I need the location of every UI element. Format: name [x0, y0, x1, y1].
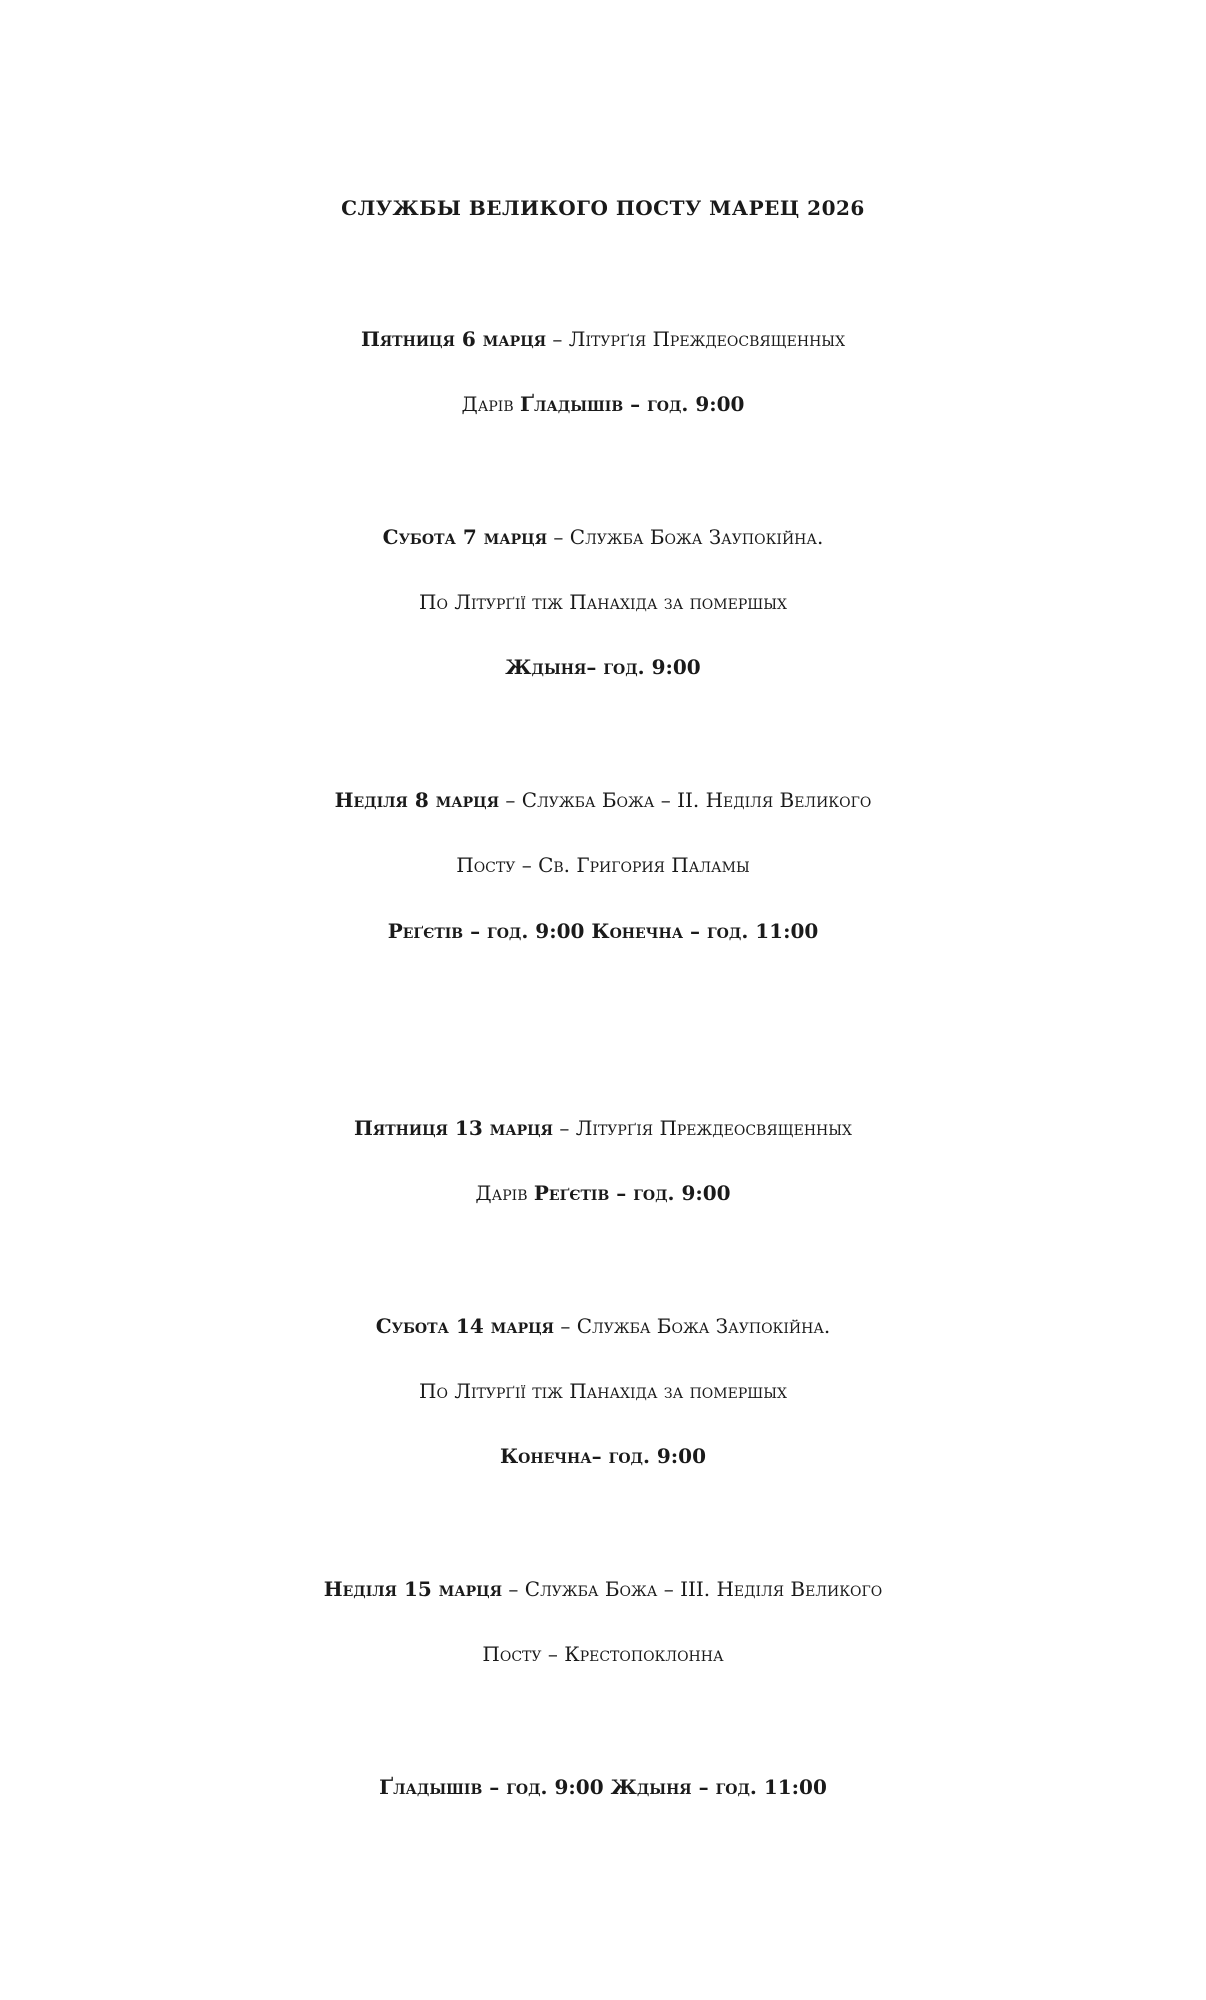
service-3-line-2	[0, 839, 1206, 891]
service-3-description-cont: Посту – Св. Григория Паламы	[456, 853, 750, 877]
service-3-line-3	[0, 905, 1206, 957]
service-5-date: Субота 14 марця	[375, 1314, 555, 1338]
service-2-line-3	[0, 641, 1206, 693]
service-5-line-1	[0, 1300, 1206, 1352]
service-6-description-cont: Посту – Крестопоклонна	[482, 1642, 724, 1666]
service-1-date: Пятниця 6 марця	[360, 327, 547, 351]
service-2-place-time: Ждыня– год. 9:00	[505, 655, 701, 679]
service-4-place-time: Реґєтів – год. 9:00	[533, 1181, 731, 1205]
service-3-place-time: Реґєтів – год. 9:00 Конечна – год. 11:00	[387, 919, 819, 943]
service-5-description: – Служба Божа Заупокійна.	[554, 1314, 831, 1338]
service-6-line-3	[0, 1761, 1206, 1813]
service-6-line-1	[0, 1563, 1206, 1615]
service-2-line-2	[0, 576, 1206, 628]
page-title: СЛУЖБЫ ВЕЛИКОГО ПОСТУ МАРЕЦ 2026	[341, 196, 865, 220]
service-4-line-2	[0, 1167, 1206, 1219]
service-5-description-cont: По Літурґії тіж Панахіда за помершых	[419, 1379, 787, 1403]
service-4-date: Пятниця 13 марця	[353, 1116, 554, 1140]
service-2-date: Субота 7 марця	[382, 525, 548, 549]
service-6-date: Неділя 15 марця	[323, 1577, 503, 1601]
service-3-description: – Служба Божа – ІІ. Неділя Великого	[499, 788, 872, 812]
service-6-line-2	[0, 1628, 1206, 1680]
service-6-description: – Служба Божа – ІІІ. Неділя Великого	[502, 1577, 883, 1601]
service-1-place-time: Ґладышів – год. 9:00	[519, 392, 745, 416]
service-1-line-2	[0, 378, 1206, 430]
service-5-line-2	[0, 1365, 1206, 1417]
service-2-line-1	[0, 511, 1206, 563]
service-3-line-1	[0, 774, 1206, 826]
service-1-line-1	[0, 313, 1206, 365]
service-5-place-time: Конечна– год. 9:00	[499, 1444, 707, 1468]
service-4-line-1	[0, 1102, 1206, 1154]
service-2-description-cont: По Літурґії тіж Панахіда за помершых	[419, 590, 787, 614]
service-4-description-cont: Дарів	[475, 1181, 534, 1205]
service-3-date: Неділя 8 марця	[334, 788, 500, 812]
service-6-place-time: Ґладышів – год. 9:00 Ждыня – год. 11:00	[379, 1775, 827, 1799]
service-5-line-3	[0, 1430, 1206, 1482]
service-2-description: – Служба Божа Заупокійна.	[547, 525, 824, 549]
service-4-description: – Літурґія Преждеосвященных	[553, 1116, 852, 1140]
service-1-description: – Літурґія Преждеосвященных	[546, 327, 846, 351]
service-1-description-cont: Дарів	[461, 392, 520, 416]
